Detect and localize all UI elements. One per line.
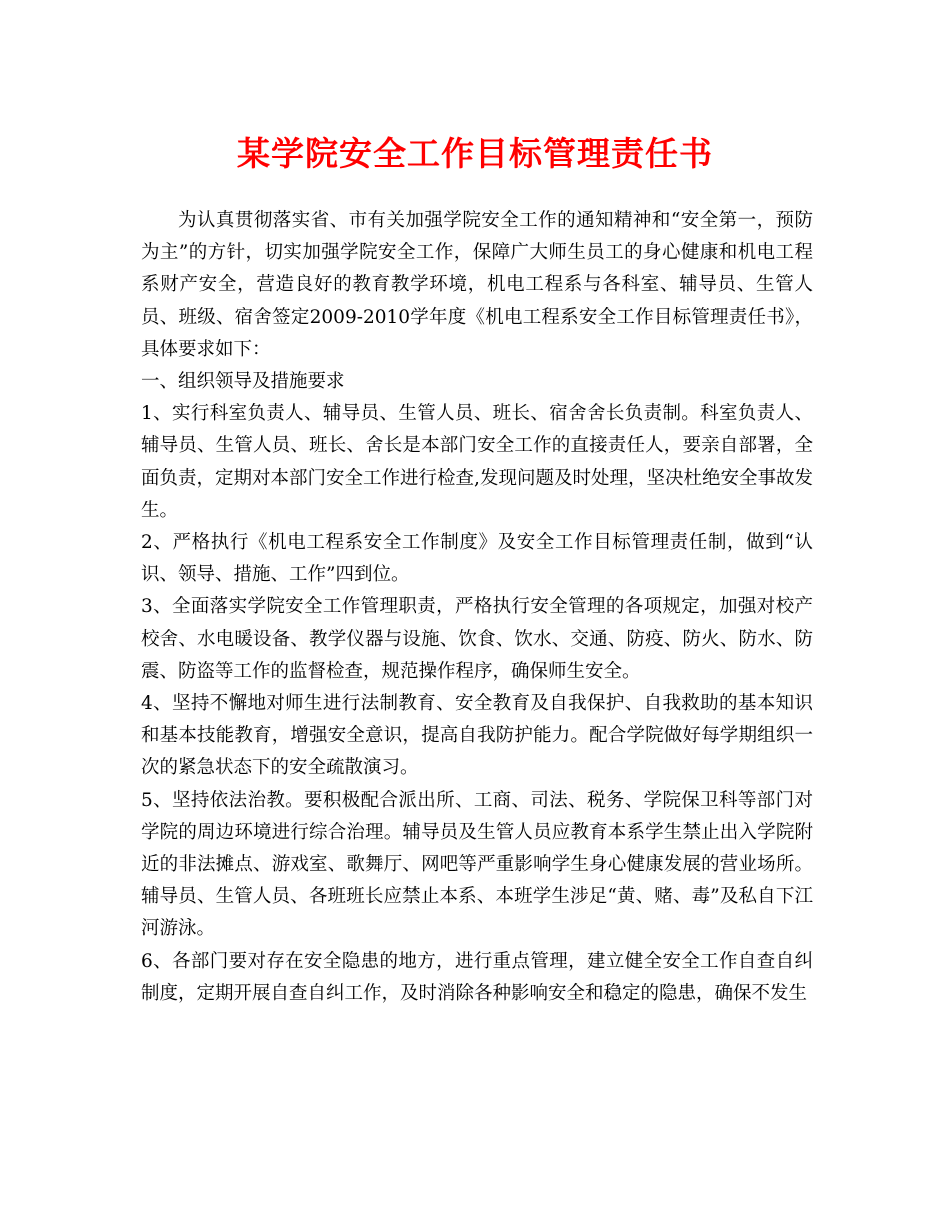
- clause-2: 2、严格执行《机电工程系安全工作制度》及安全工作目标管理责任制，做到“认识、领导、措施、工作”四到位。: [141, 532, 813, 586]
- document-body: [141, 205, 813, 1010]
- section-heading: 一、组织领导及措施要求: [141, 371, 345, 393]
- clause-5: 5、坚持依法治教。要积极配合派出所、工商、司法、税务、学院保卫科等部门对学院的周边环境进行综合治理。辅导员及生管人员应教育本系学生禁止出入学院附近的非法摊点、游戏室、歌舞厅、网吧等严重影响学生身心健康发展的营业场所。辅导员、生管人员、各班班长应禁止本系、本班学生涉足“黄、赌、毒”及私自下江河游泳。: [141, 789, 813, 940]
- clause-3: 3、全面落实学院安全工作管理职责，严格执行安全管理的各项规定，加强对校产校舍、水电暖设备、教学仪器与设施、饮食、饮水、交通、防疫、防火、防水、防震、防盗等工作的监督检查，规范操作程序，确保师生安全。: [141, 596, 813, 682]
- document-title: 某学院安全工作目标管理责任书: [237, 134, 713, 173]
- intro-paragraph: 为认真贯彻落实省、市有关加强学院安全工作的通知精神和“安全第一，预防为主”的方针，切实加强学院安全工作，保障广大师生员工的身心健康和机电工程系财产安全，营造良好的教育教学环境，机电工程系与各科室、辅导员、生管人员、班级、宿舍签定2009-2010学年度《机电工程系安全工作目标管理责任书》，具体要求如下：: [141, 210, 813, 360]
- clause-1: 1、实行科室负责人、辅导员、生管人员、班长、宿舍舍长负责制。科室负责人、辅导员、生管人员、班长、舍长是本部门安全工作的直接责任人，要亲自部署，全面负责，定期对本部门安全工作进行检查,发现问题及时处理，坚决杜绝安全事故发生。: [141, 403, 813, 521]
- clause-6: 6、各部门要对存在安全隐患的地方，进行重点管理，建立健全安全工作自查自纠制度，定期开展自查自纠工作，及时消除各种影响安全和稳定的隐患，确保不发生: [141, 950, 813, 1004]
- clause-4: 4、坚持不懈地对师生进行法制教育、安全教育及自我保护、自我救助的基本知识和基本技能教育，增强安全意识，提高自我防护能力。配合学院做好每学期组织一次的紧急状态下的安全疏散演习。: [141, 693, 813, 779]
